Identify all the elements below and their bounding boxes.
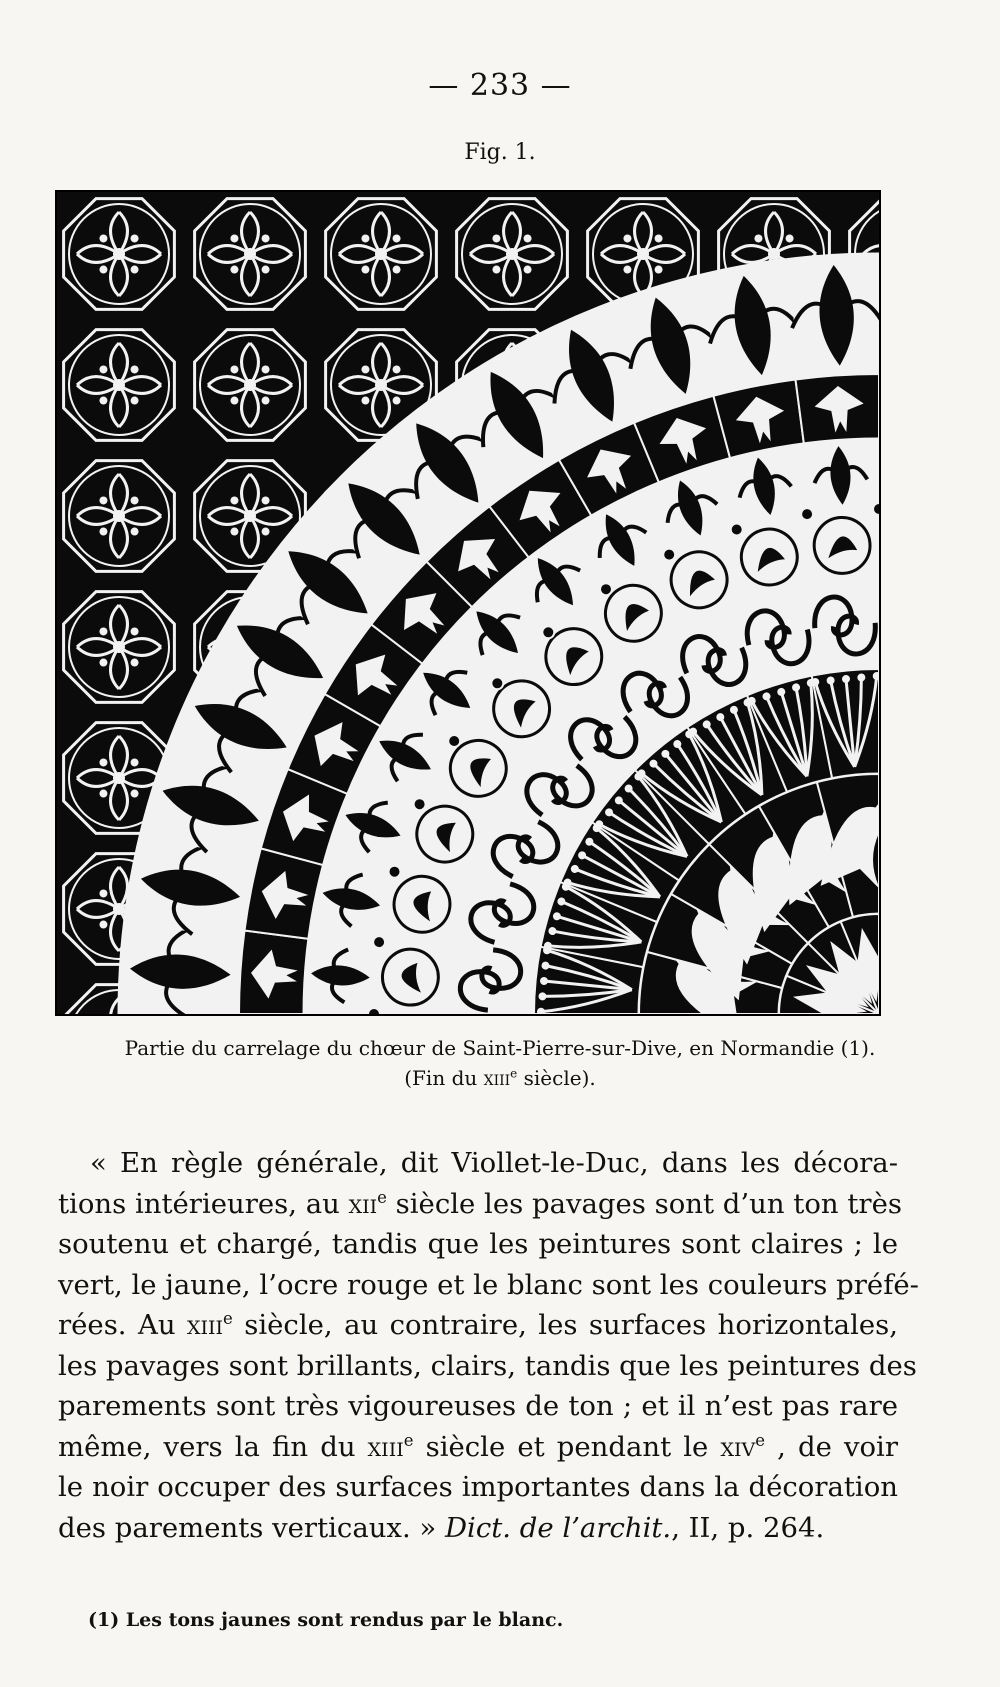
text-line: vert, le jaune, l’ocre rouge et le blanc sont les couleurs préfé- xyxy=(58,1268,919,1301)
text-line: des parements verticaux. » Dict. de l’archit., II, p. 264. xyxy=(58,1511,825,1544)
text-line: soutenu et chargé, tandis que les peintures sont claires ; le xyxy=(58,1228,898,1260)
text-line: rées. Au xiii$^e$ siècle, au contraire, les surfaces horizontales, xyxy=(58,1308,898,1341)
text-line: parements sont très vigoureuses de ton ; et il n’est pas rare xyxy=(58,1390,898,1422)
text-line: « En règle générale, dit Viollet-le-Duc, dans les décora- xyxy=(90,1147,898,1179)
citation-title: Dict. de l’archit. xyxy=(445,1511,672,1544)
page-number: — 233 — xyxy=(428,68,572,103)
text-line: le noir occuper des surfaces importantes dans la décoration xyxy=(58,1471,898,1503)
text-line: les pavages sont brillants, clairs, tandis que les peintures des xyxy=(58,1349,917,1382)
text-line: tions intérieures, au xii$^e$ siècle les pavages sont d’un ton très xyxy=(58,1187,902,1220)
footnote: (1) Les tons jaunes sont rendus par le blanc. xyxy=(88,1609,564,1631)
tile-pattern-drawing xyxy=(57,192,879,1014)
text-line: même, vers la fin du xiii$^e$ siècle et pendant le xiv$^e$ , de voir xyxy=(58,1430,898,1463)
figure-caption-line-1: Partie du carrelage du chœur de Saint-Pierre-sur-Dive, en Normandie (1). xyxy=(124,1036,876,1060)
figure-caption-line-2: (Fin du xiii$^e$ siècle). xyxy=(404,1066,596,1090)
tile-pavement-illustration xyxy=(55,190,881,1016)
body-paragraph xyxy=(58,1143,919,1548)
figure-label: Fig. 1. xyxy=(464,140,536,165)
